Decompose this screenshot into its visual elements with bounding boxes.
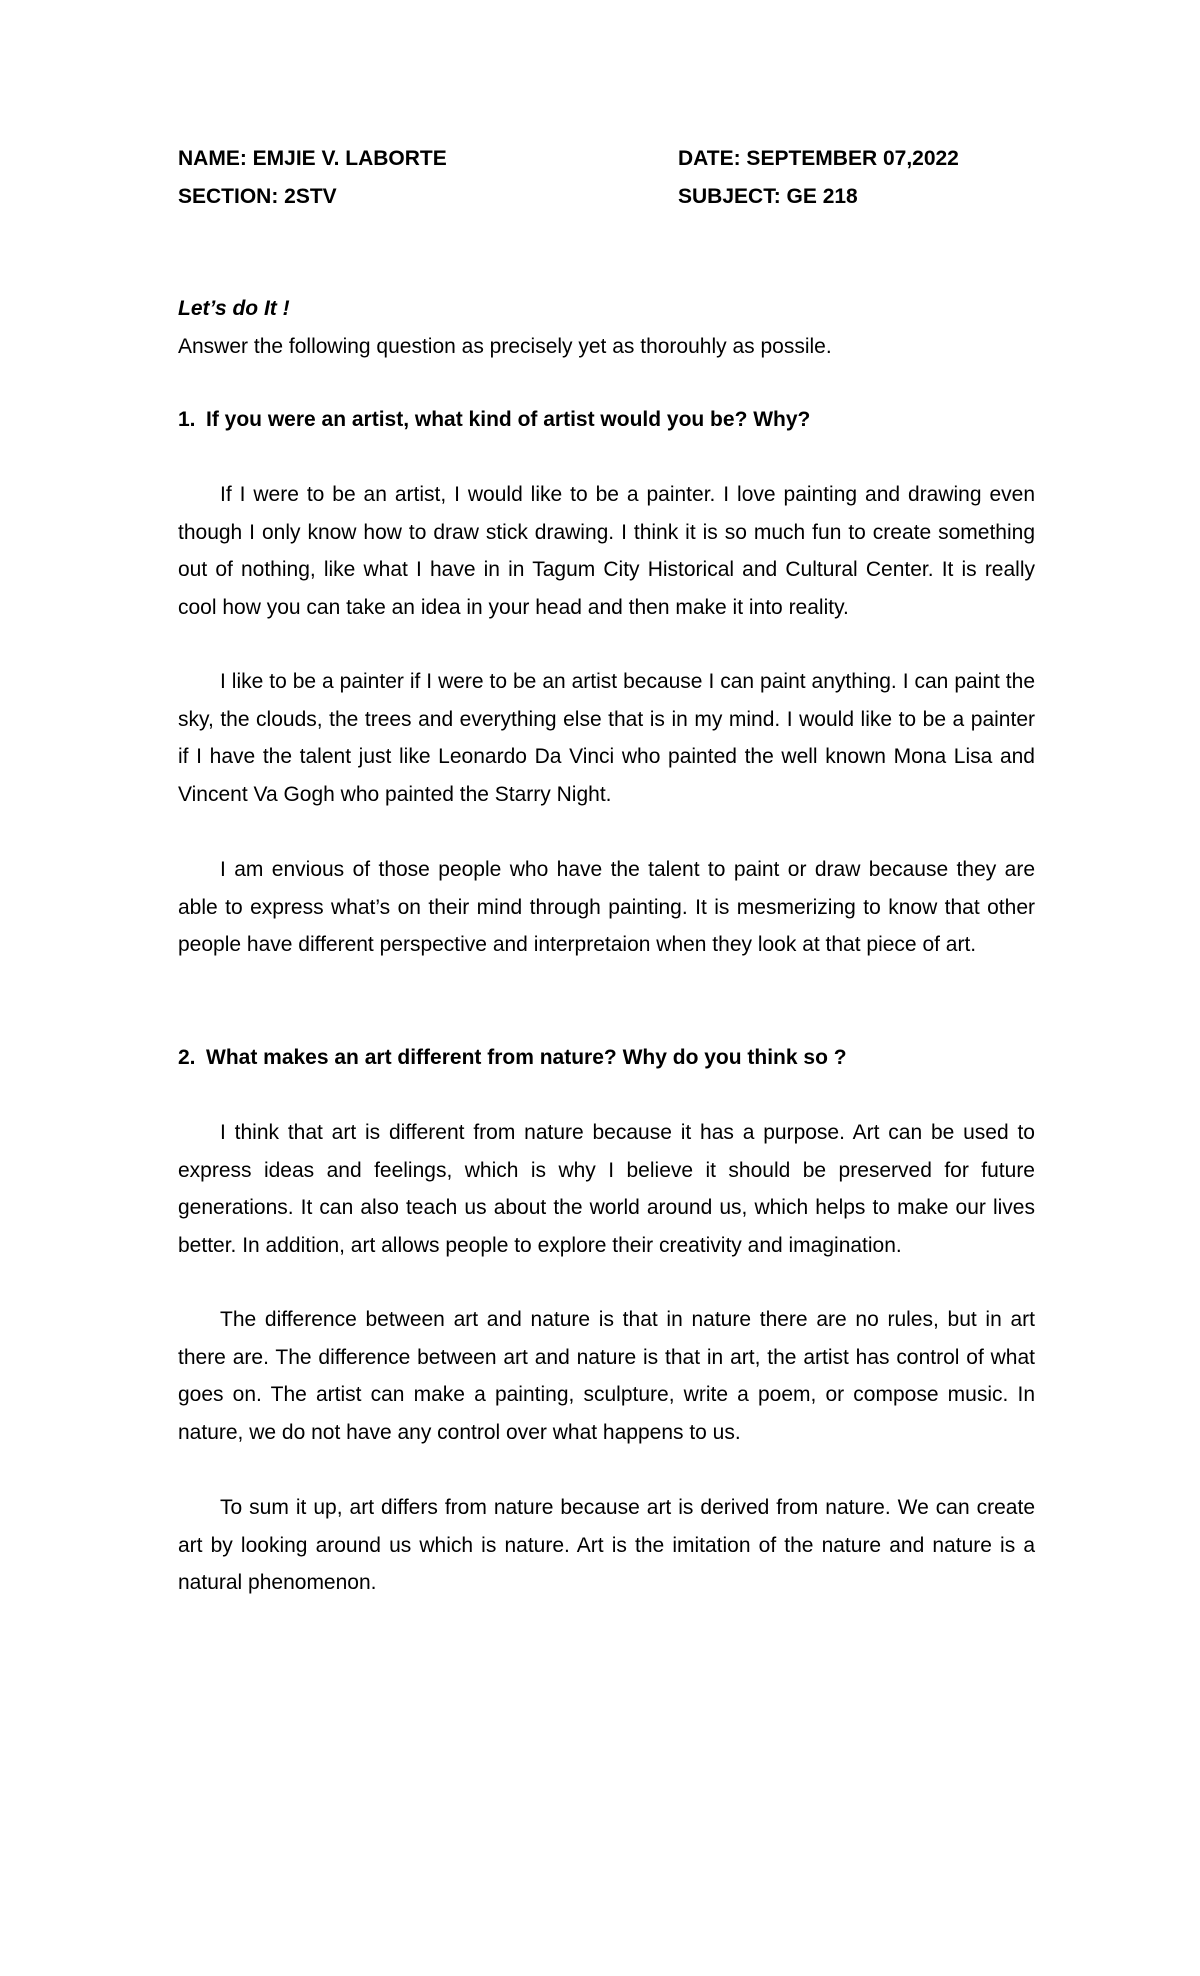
question-number: 1. (178, 408, 196, 431)
header-row-1 (178, 140, 1035, 178)
question-number: 2. (178, 1046, 196, 1069)
answer-2-paragraph-3: To sum it up, art differs from nature because art is derived from nature. We can create art by looking around us which is nature. Art is the imitation of the nature and nature is a natural phenomenon. (178, 1496, 1035, 1594)
question-text: If you were an artist, what kind of artist would you be? Why? (206, 408, 811, 431)
answer-1-paragraph-1: If I were to be an artist, I would like to be a painter. I love painting and drawing even though I only know how to draw stick drawing. I think it is so much fun to create something out of nothing, like what I have in in Tagum City Historical and Cultural Center. It is really cool how you can take an idea in your head and then make it into reality. (178, 483, 1035, 619)
question-2-heading (178, 1039, 1035, 1077)
activity-intro (178, 290, 1035, 366)
question-text: What makes an art different from nature? Why do you think so ? (206, 1046, 847, 1069)
student-name: NAME: EMJIE V. LABORTE (178, 147, 447, 170)
question-1-heading (178, 401, 1035, 439)
submission-date: DATE: SEPTEMBER 07,2022 (678, 147, 959, 170)
answer-1-paragraph-3: I am envious of those people who have the talent to paint or draw because they are able to express what’s on their mind through painting. It is mesmerizing to know that other people have different perspective and interpretaion when they look at that piece of art. (178, 858, 1035, 956)
answer-2-paragraph-1: I think that art is different from nature because it has a purpose. Art can be used to express ideas and feelings, which is why I believe it should be preserved for future generations. It can also teach us about the world around us, which helps to make our lives better. In addition, art allows people to explore their creativity and imagination. (178, 1121, 1035, 1257)
activity-title: Let’s do It ! (178, 297, 290, 320)
student-section: SECTION: 2STV (178, 185, 337, 208)
answer-1-paragraph-2: I like to be a painter if I were to be an artist because I can paint anything. I can paint the sky, the clouds, the trees and everything else that is in my mind. I would like to be a painter if I have the talent just like Leonardo Da Vinci who painted the well known Mona Lisa and Vincent Va Gogh who painted the Starry Night. (178, 670, 1035, 806)
activity-instruction: Answer the following question as precisely yet as thorouhly as possile. (178, 335, 832, 358)
document-header (178, 140, 1035, 216)
header-row-2 (178, 178, 1035, 216)
document-page (178, 0, 1035, 1976)
subject-code: SUBJECT: GE 218 (678, 185, 858, 208)
answer-2-paragraph-2: The difference between art and nature is that in nature there are no rules, but in art there are. The difference between art and nature is that in art, the artist has control of what goes on. The artist can make a painting, sculpture, write a poem, or compose music. In nature, we do not have any control over what happens to us. (178, 1308, 1035, 1444)
